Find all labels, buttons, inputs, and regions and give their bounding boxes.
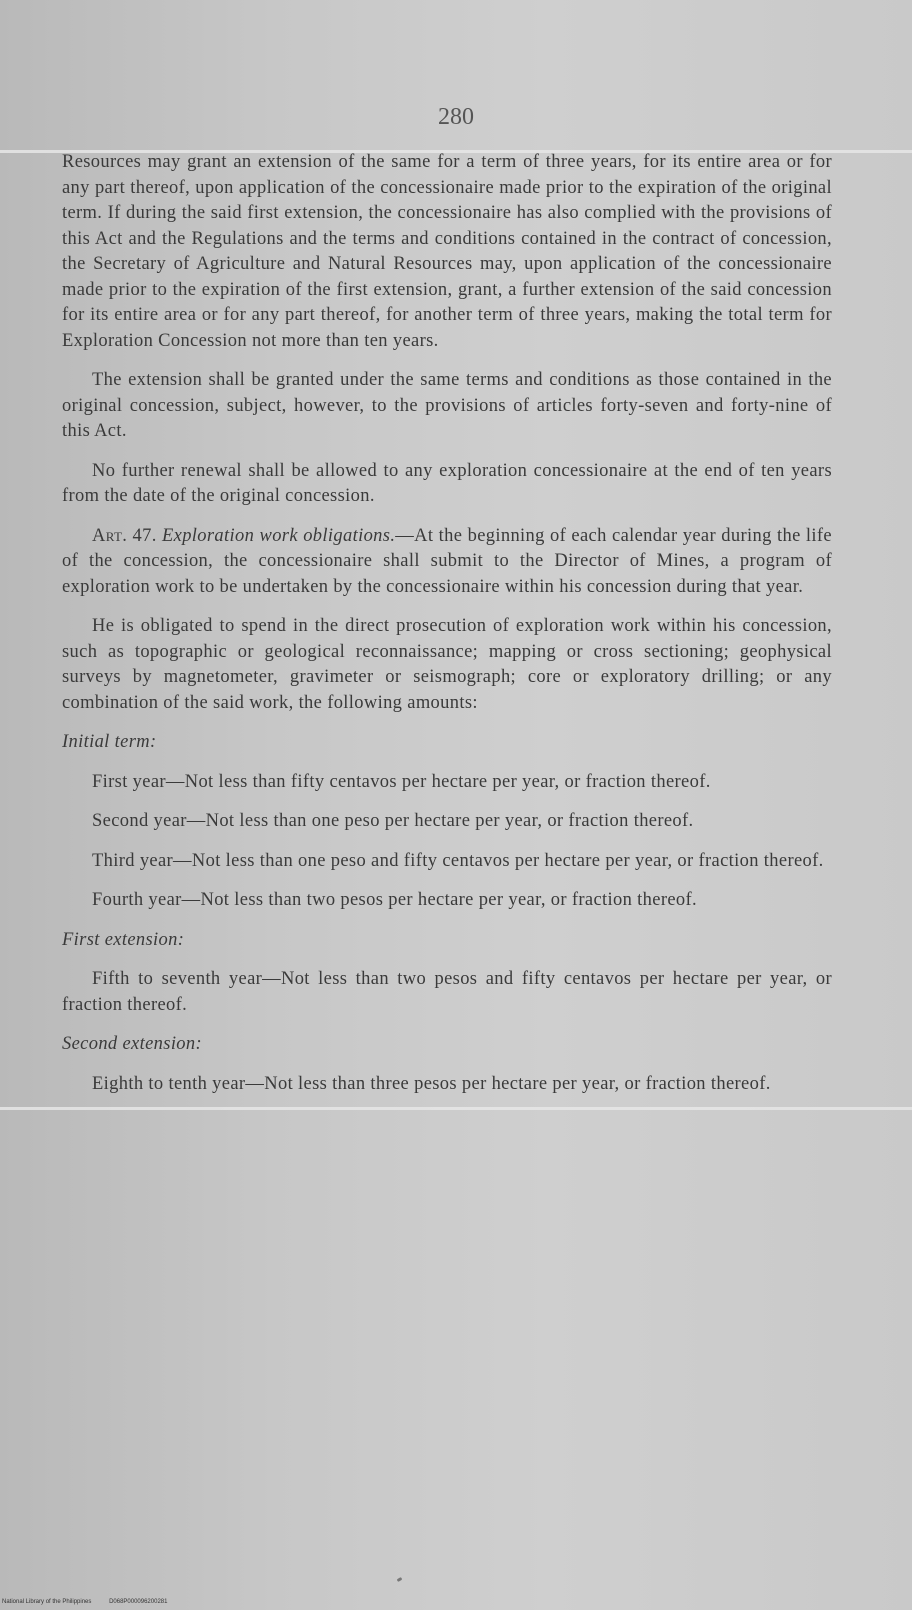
page-number: 280 — [438, 104, 474, 130]
footer-library: National Library of the Philippines — [2, 1599, 92, 1605]
page-body — [62, 150, 832, 1111]
list-item-third-year: Third year—Not less than one peso and fifty centavos per hectare per year, or fraction thereof. — [92, 850, 824, 871]
paragraph-extension-conditions: The extension shall be granted under the same terms and conditions as those contained in the original concession, subject, however, to the provisions of articles forty-seven and forty-nine of this Act. — [62, 370, 832, 441]
article-number: Art. 47. — [92, 525, 157, 546]
article-text: —At the beginning of each calendar year during the life of the concession, the concessionaire shall submit to the Director of Mines, a program of exploration work to be undertaken by the concessionaire within his concession during that year. — [62, 525, 832, 597]
paragraph-no-renewal: No further renewal shall be allowed to any exploration concessionaire at the end of ten years from the date of the original concession. — [62, 460, 832, 506]
article-47 — [62, 524, 832, 601]
footer-id: D068P000096200281 — [109, 1599, 168, 1605]
list-item-first-year: First year—Not less than fifty centavos per hectare per year, or fraction thereof. — [92, 771, 711, 792]
scan-footer — [2, 1599, 167, 1605]
list-item-eighth-to-tenth-year: Eighth to tenth year—Not less than three pesos per hectare per year, or fraction thereof. — [92, 1073, 771, 1094]
list-item-fourth-year: Fourth year—Not less than two pesos per hectare per year, or fraction thereof. — [92, 890, 697, 910]
heading-second-extension: Second extension: — [62, 1034, 203, 1054]
paragraph-extension-terms: Resources may grant an extension of the same for a term of three years, for its entire area or for any part thereof, upon application of the concessionaire made prior to the expiration of the original term. If during the said first extension, the concessionaire has also complied with the provisions of this Act and the Regulations and the terms and conditions contained in the contract of concession, the Secretary of Agriculture and Natural Resources may, upon application of the concessionaire made prior to the expiration of the first extension, grant, a further extension of the said concession for its entire area or for any part thereof, for another term of three years, making the total term for Exploration Concession not more than ten years. — [62, 152, 832, 351]
list-item-fifth-to-seventh-year: Fifth to seventh year—Not less than two pesos and fifty centavos per hectare per year, or fraction thereof. — [62, 969, 832, 1015]
heading-first-extension: First extension: — [62, 929, 185, 950]
heading-initial-term: Initial term: — [62, 732, 157, 752]
article-title: Exploration work obligations. — [161, 525, 396, 546]
ink-mark — [397, 1577, 403, 1582]
paragraph-obligation: He is obligated to spend in the direct prosecution of exploration work within his concession, such as topographic or geological reconnaissance; mapping or cross sectioning; geophysical surveys by magnetometer, gravimeter or seismograph; core or exploratory drilling; or any combination of the said work, the following amounts: — [62, 616, 832, 713]
list-item-second-year: Second year—Not less than one peso per hectare per year, or fraction thereof. — [92, 811, 694, 831]
